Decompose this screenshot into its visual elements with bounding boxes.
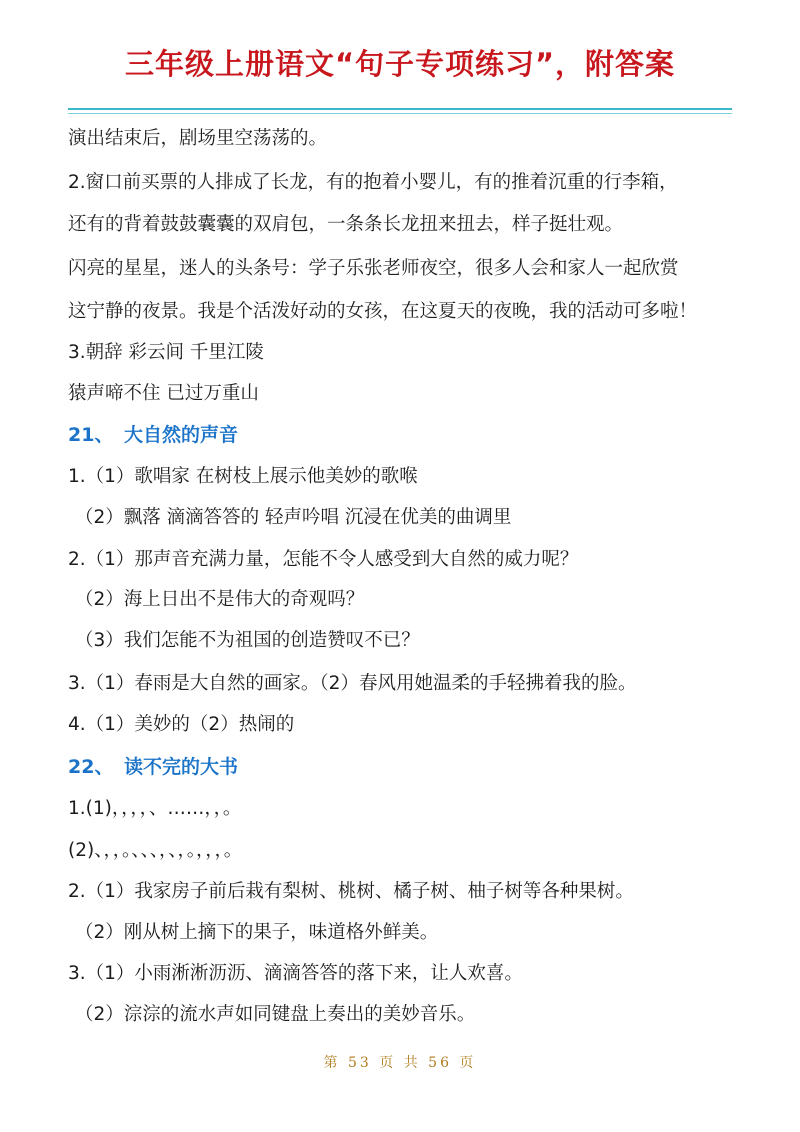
section-heading (68, 420, 238, 447)
text-line: 猿声啼不住 已过万重山 (68, 383, 259, 404)
answer-line: （2）海上日出不是伟大的奇观吗？ (75, 589, 365, 610)
answer-line: 3.（1）春雨是大自然的画家。（2）春风用她温柔的手轻拂着我的脸。 (68, 673, 637, 694)
answer-line: 4.（1）美妙的（2）热闹的 (68, 714, 295, 735)
answer-line: （2）刚从树上摘下的果子，味道格外鲜美。 (75, 922, 439, 943)
header-rule (68, 108, 732, 110)
section-number: 21、 (68, 424, 114, 446)
answer-line: (2)、，，。、、、，、，。，，，。 (68, 840, 243, 861)
header-rule-thin (68, 113, 732, 114)
text-line: 3.朝辞 彩云间 千里江陵 (68, 342, 264, 363)
answer-line: 1.（1）歌唱家 在树枝上展示他美妙的歌喉 (68, 466, 418, 487)
section-title: 读不完的大书 (124, 756, 239, 778)
answer-line: 1.(1)，，，，、……，，。 (68, 798, 242, 819)
answer-line: 2.（1）我家房子前后栽有梨树、桃树、橘子树、柚子树等各种果树。 (68, 881, 634, 902)
text-line: 还有的背着鼓鼓囊囊的双肩包，一条条长龙扭来扭去，样子挺壮观。 (68, 214, 624, 235)
section-heading (68, 752, 238, 779)
page-title: 三年级上册语文“句子专项练习”，附答案 (124, 47, 676, 81)
text-line: 演出结束后，剧场里空荡荡的。 (68, 128, 328, 149)
text-line: 闪亮的星星，迷人的头条号：学子乐张老师夜空，很多人会和家人一起欣赏 (68, 258, 679, 279)
section-number: 22、 (68, 756, 114, 778)
text-line: 这宁静的夜景。我是个活泼好动的女孩，在这夏天的夜晚，我的活动可多啦！ (68, 301, 698, 322)
text-line: 2.窗口前买票的人排成了长龙，有的抱着小婴儿，有的推着沉重的行李箱， (68, 172, 678, 193)
answer-line: （2）淙淙的流水声如同键盘上奏出的美妙音乐。 (75, 1004, 476, 1025)
answer-line: （2）飘落 滴滴答答的 轻声吟唱 沉浸在优美的曲调里 (75, 507, 512, 528)
answer-line: 2.（1）那声音充满力量，怎能不令人感受到大自然的威力呢？ (68, 549, 579, 570)
page-number: 第 53 页 共 56 页 (323, 1055, 477, 1071)
answer-line: 3.（1）小雨淅淅沥沥、滴滴答答的落下来，让人欢喜。 (68, 963, 523, 984)
answer-line: （3）我们怎能不为祖国的创造赞叹不已？ (75, 630, 420, 651)
section-title: 大自然的声音 (124, 424, 239, 446)
